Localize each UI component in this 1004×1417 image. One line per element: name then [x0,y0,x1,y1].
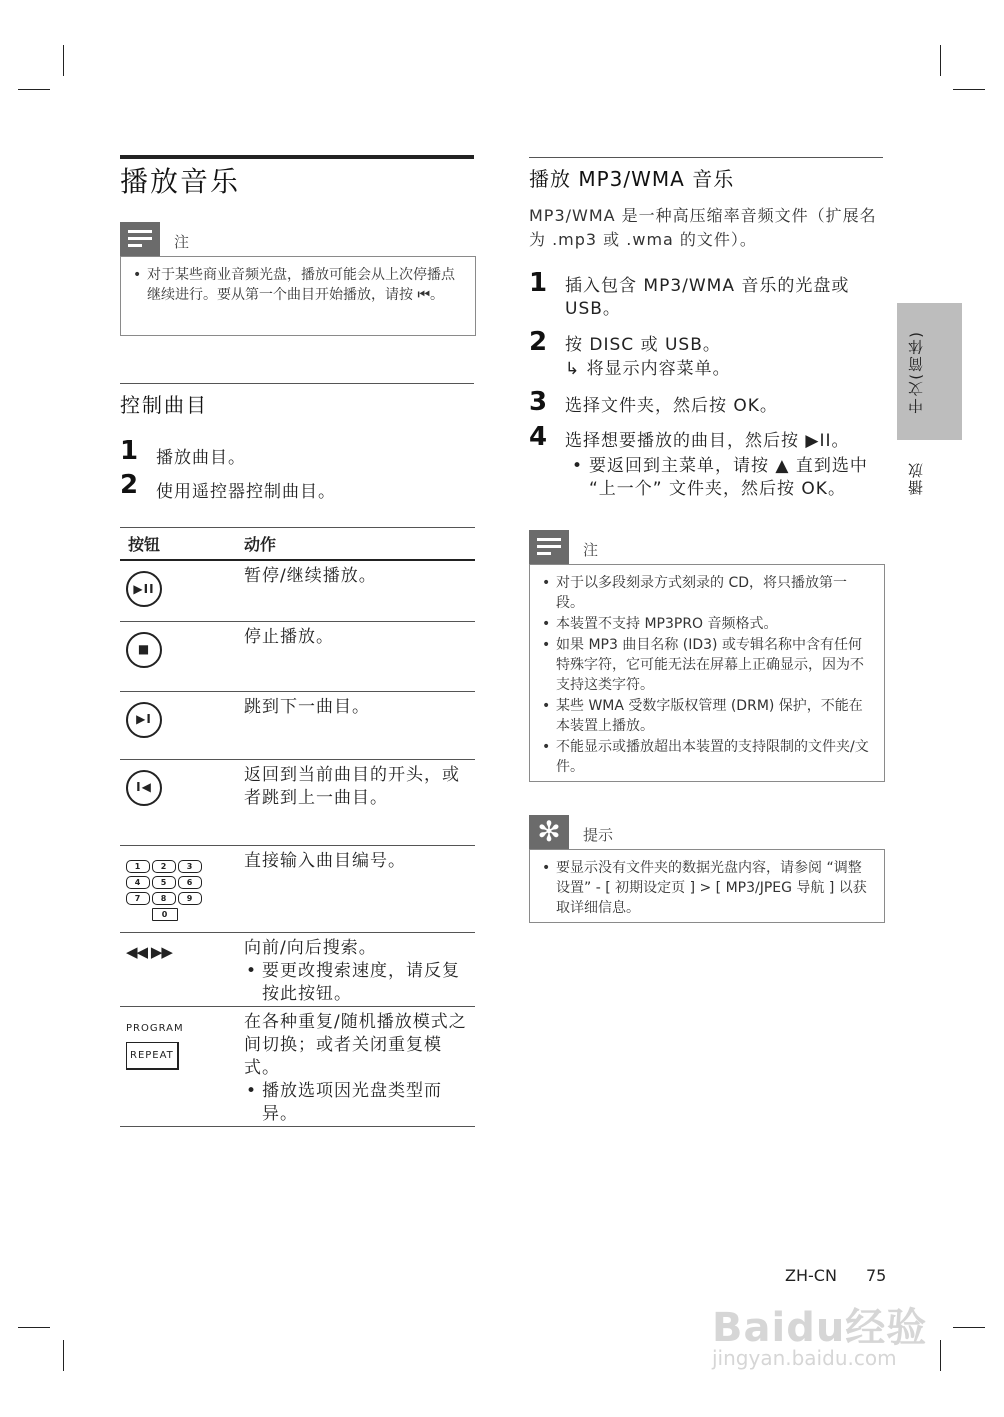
note-icon [120,222,160,256]
tip-icon: ✻ [529,815,569,849]
next-track-icon: ▶I [126,702,162,738]
action-bullet: • 要更改搜索速度，请反复按此按钮。 [244,960,467,1006]
page-title: 播放音乐 [120,165,241,198]
note-item: • 如果 MP3 曲目名称 (ID3) 或专辑名称中含有任何特殊字符，它可能无法在屏幕上正确显示，因为不支持这类字符。 [538,635,872,695]
note-label: 注 [174,233,190,251]
table-row [120,845,475,932]
tip-box [529,849,885,923]
note-label: 注 [583,541,599,559]
numeric-keypad-icon: 1 2 3 4 5 6 7 8 9 0 [126,860,228,921]
title-rule [120,155,474,159]
action-text: 停止播放。 [236,621,475,691]
tip-label: 提示 [583,826,614,844]
table-row [120,691,475,759]
page-number: 75 [866,1266,887,1285]
crop-mark [18,89,50,90]
table-row [120,560,475,621]
action-text: 直接输入曲目编号。 [236,845,475,932]
language-code: ZH-CN [785,1266,837,1285]
step-text: 按 DISC 或 USB。 [565,335,721,355]
action-text: 跳到下一曲目。 [236,691,475,759]
step-number: 2 [529,327,548,357]
step-text: 选择想要播放的曲目，然后按 ▶II。 [565,431,850,451]
table-row [120,621,475,691]
step-number: 1 [529,268,548,298]
crop-mark [63,1340,64,1371]
program-label: PROGRAM [126,1022,184,1034]
step-number: 4 [529,422,548,452]
step-number: 3 [529,387,548,417]
left-note-box [120,256,476,336]
repeat-button-icon: REPEAT [126,1042,179,1070]
table-row [120,759,475,845]
section-title-control: 控制曲目 [120,393,208,417]
note-icon [529,530,569,564]
step-text: 播放曲目。 [156,448,246,468]
side-tab-language: 中文(简体) [907,330,925,414]
right-note-box [529,564,885,782]
previous-track-icon: I◀ [126,770,162,806]
action-text: 返回到当前曲目的开头，或者跳到上一曲目。 [236,759,475,845]
crop-mark [953,1327,985,1328]
step-text: 插入包含 MP3/WMA 音乐的光盘或 USB。 [565,276,850,319]
note-item: • 对于某些商业音频光盘，播放可能会从上次停播点继续进行。要从第一个曲目开始播放，请按 ⏮。 [129,265,461,305]
note-item: • 某些 WMA 受数字版权管理 (DRM) 保护，不能在本装置上播放。 [538,696,872,736]
section-rule [529,157,883,158]
section-title-mp3: 播放 MP3/WMA 音乐 [529,167,735,191]
crop-mark [18,1327,50,1328]
crop-mark [953,89,985,90]
side-tab-section: 播放 [907,461,925,495]
step-text: 使用遥控器控制曲目。 [156,482,336,502]
header-button: 按钮 [120,528,236,561]
header-action: 动作 [236,528,475,561]
table-row [120,1006,475,1126]
action-text: 暂停/继续播放。 [236,560,475,621]
step-number: 2 [120,470,139,500]
crop-mark [63,45,64,76]
section-rule [120,383,474,384]
note-item: • 本装置不支持 MP3PRO 音频格式。 [538,614,872,634]
note-item: • 对于以多段刻录方式刻录的 CD，将只播放第一段。 [538,573,872,613]
search-icon: ◀◀ ▶▶ [126,942,172,961]
action-bullet: • 播放选项因光盘类型而异。 [244,1080,467,1126]
action-text: 在各种重复/随机播放模式之间切换；或者关闭重复模式。 [244,1011,467,1078]
watermark-logo: Baidu经验 [712,1305,928,1351]
tip-item: • 要显示没有文件夹的数据光盘内容，请参阅 “调整设置” - [ 初期设定页 ] > [ MP3/JPEG 导航 ] 以获取详细信息。 [538,858,872,918]
step-number: 1 [120,436,139,466]
step-result: ↳ 将显示内容菜单。 [565,359,731,379]
table-row [120,932,475,1006]
watermark-url: jingyan.baidu.com [712,1346,897,1370]
control-table [120,527,475,1127]
play-pause-icon: ▶II [126,571,162,607]
step-bullet: • 要返回到主菜单，请按 ▲ 直到选中 “上一个” 文件夹，然后按 OK。 [570,455,889,501]
note-item: • 不能显示或播放超出本装置的支持限制的文件夹/文件。 [538,737,872,777]
step-text: 选择文件夹，然后按 OK。 [565,396,778,416]
crop-mark [940,1340,941,1371]
mp3-intro: MP3/WMA 是一种高压缩率音频文件（扩展名为 .mp3 或 .wma 的文件）。 [529,206,877,249]
crop-mark [940,45,941,76]
stop-icon: ■ [126,632,162,668]
action-text: 向前/向后搜索。 [244,937,377,958]
